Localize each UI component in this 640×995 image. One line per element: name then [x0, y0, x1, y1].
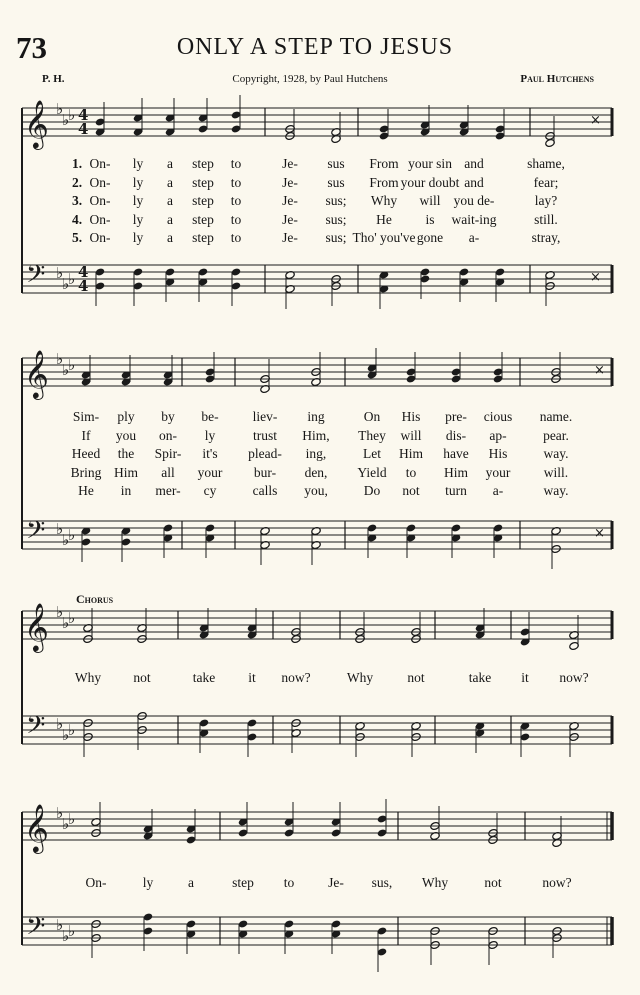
lyric-syllable: to — [230, 156, 242, 171]
lyric-syllable: ly — [132, 230, 144, 246]
lyric-syllable: ply — [117, 409, 135, 424]
lyric-syllable: step — [192, 230, 214, 246]
flat-sign: ♭ — [68, 922, 76, 940]
lyric-syllable: a — [167, 156, 173, 171]
lyric-syllable: plead- — [248, 446, 282, 462]
lyric-syllable: Yield — [357, 464, 387, 480]
lyric-syllable: step — [192, 193, 214, 209]
lyric-syllable: a — [167, 211, 173, 227]
lyric-syllable: On- — [89, 230, 111, 246]
lyric-syllable: it — [521, 670, 529, 685]
copyright-notice: Copyright, 1928, by Paul Hutchens — [232, 73, 388, 85]
flat-sign: ♭ — [68, 270, 76, 288]
lyric-syllable: to — [230, 193, 242, 209]
flat-sign: ♭ — [62, 531, 70, 549]
lyric-syllable: Je- — [282, 156, 298, 171]
rest-sign: × — [594, 363, 605, 378]
lyric-syllable: your — [485, 464, 511, 480]
verse-number: 5. — [72, 230, 83, 246]
lyric-syllable: liev- — [252, 409, 278, 424]
lyric-syllable: ly — [142, 875, 154, 890]
flat-sign: ♭ — [68, 526, 76, 544]
lyric-syllable: Bring — [70, 464, 102, 480]
lyric-syllable: a — [167, 230, 173, 246]
chorus-label: Chorus — [76, 592, 114, 606]
lyric-syllable: have — [443, 446, 469, 462]
lyric-syllable: ly — [204, 427, 216, 443]
treble-clef: 𝄞 — [24, 803, 49, 852]
rest-sign: × — [590, 113, 601, 128]
lyric-syllable: Why — [346, 670, 374, 685]
lyric-syllable: on- — [159, 427, 177, 443]
lyric-syllable: Him, — [302, 427, 330, 443]
flat-sign: ♭ — [68, 721, 76, 739]
rest-sign: × — [590, 270, 601, 285]
lyric-syllable: Sim- — [72, 409, 100, 424]
lyric-syllable: shame, — [527, 156, 565, 171]
lyric-syllable: not — [484, 875, 502, 890]
lyric-syllable: you de- — [453, 193, 495, 209]
verse-number: 2. — [72, 174, 83, 190]
lyric-line — [0, 465, 640, 483]
flat-sign: ♭ — [56, 520, 64, 538]
lyric-syllable: His — [488, 446, 508, 462]
lyric-syllable: and — [464, 174, 484, 190]
lyric-syllable: sus; — [325, 230, 347, 246]
time-signature: 4 — [78, 120, 89, 138]
treble-clef: 𝄞 — [24, 349, 49, 398]
lyric-syllable: a — [188, 875, 194, 890]
flat-sign: ♭ — [62, 275, 70, 293]
lyric-syllable: Tho' you've — [352, 230, 416, 246]
lyric-syllable: Him — [398, 446, 424, 462]
time-signature: 4 — [78, 106, 89, 124]
lyric-syllable: step — [192, 156, 214, 171]
lyric-syllable: From — [369, 156, 399, 171]
lyric-syllable: sus — [327, 156, 345, 171]
lyric-line — [0, 193, 640, 211]
lyric-syllable: your doubt — [400, 174, 460, 190]
lyric-syllable: gone — [416, 230, 444, 246]
flat-sign: ♭ — [62, 726, 70, 744]
lyric-syllable: will — [419, 193, 441, 209]
lyric-syllable: be- — [201, 409, 219, 424]
lyric-syllable: His — [401, 409, 421, 424]
flat-sign: ♭ — [56, 916, 64, 934]
lyric-syllable: a- — [492, 483, 504, 499]
lyric-syllable: If — [81, 427, 91, 443]
lyric-syllable: Let — [363, 446, 381, 462]
lyric-syllable: Spir- — [154, 446, 182, 462]
flat-sign: ♭ — [56, 603, 64, 621]
lyric-syllable: Why — [74, 670, 102, 685]
lyric-line — [0, 175, 640, 193]
lyric-syllable: Je- — [282, 211, 298, 227]
lyric-syllable: From — [369, 174, 399, 190]
lyric-syllable: way. — [543, 483, 569, 499]
lyric-syllable: sus; — [325, 211, 347, 227]
flat-sign: ♭ — [62, 815, 70, 833]
lyric-syllable: a- — [468, 230, 480, 246]
lyric-syllable: dis- — [445, 427, 467, 443]
bass-clef: 𝄢 — [26, 912, 46, 947]
lyric-syllable: way. — [543, 446, 569, 462]
lyric-syllable: ly — [132, 156, 144, 171]
lyric-syllable: mer- — [155, 483, 181, 499]
lyric-syllable: now? — [559, 670, 589, 685]
lyric-syllable: take — [192, 670, 216, 685]
lyric-syllable: On- — [89, 174, 111, 190]
lyric-syllable: They — [358, 427, 386, 443]
lyric-line — [0, 212, 640, 230]
lyric-syllable: will — [400, 427, 422, 443]
lyric-syllable: not — [407, 670, 425, 685]
lyric-line — [0, 230, 640, 248]
lyric-line — [0, 446, 640, 464]
lyric-syllable: all — [161, 464, 175, 480]
flat-sign: ♭ — [68, 106, 76, 124]
lyric-syllable: Je- — [282, 193, 298, 209]
lyric-syllable: you, — [304, 483, 328, 499]
lyric-syllable: cious — [483, 409, 513, 424]
flat-sign: ♭ — [68, 356, 76, 374]
flat-sign: ♭ — [56, 264, 64, 282]
lyric-syllable: ly — [132, 211, 144, 227]
lyric-syllable: a — [167, 193, 173, 209]
lyric-syllable: turn — [445, 483, 467, 499]
lyric-syllable: Je- — [328, 875, 344, 890]
lyric-syllable: cy — [203, 483, 217, 499]
lyric-syllable: the — [117, 446, 135, 462]
lyric-syllable: Why — [370, 193, 398, 209]
lyric-syllable: it — [248, 670, 256, 685]
lyric-syllable: ing — [307, 409, 325, 424]
lyric-syllable: ly — [132, 193, 144, 209]
lyric-syllable: to — [230, 174, 242, 190]
lyric-line — [0, 875, 640, 893]
lyric-line — [0, 409, 640, 427]
lyric-syllable: it's — [202, 446, 218, 462]
lyric-syllable: On- — [89, 156, 111, 171]
lyric-syllable: by — [161, 409, 175, 424]
lyric-syllable: to — [230, 230, 242, 246]
lyric-syllable: to — [405, 464, 417, 480]
time-signature: 4 — [78, 277, 89, 295]
lyric-syllable: trust — [252, 427, 278, 443]
lyric-syllable: Him — [443, 464, 469, 480]
lyric-syllable: wait-ing — [451, 211, 497, 227]
lyric-syllable: not — [402, 483, 420, 499]
lyric-syllable: Heed — [71, 446, 101, 462]
lyric-syllable: stray, — [531, 230, 561, 246]
lyric-syllable: a — [167, 174, 173, 190]
lyric-syllable: On — [363, 409, 381, 424]
lyric-line — [0, 670, 640, 688]
flat-sign: ♭ — [62, 361, 70, 379]
lyric-syllable: you — [115, 427, 137, 443]
treble-clef: 𝄞 — [24, 602, 49, 651]
lyric-syllable: sus; — [325, 193, 347, 209]
flat-sign: ♭ — [62, 111, 70, 129]
flat-sign: ♭ — [56, 350, 64, 368]
lyric-syllable: He — [78, 483, 94, 499]
lyric-syllable: Je- — [282, 230, 298, 246]
flat-sign: ♭ — [62, 614, 70, 632]
bass-clef: 𝄢 — [26, 711, 46, 746]
lyric-syllable: and — [464, 156, 484, 171]
lyric-syllable: Je- — [282, 174, 298, 190]
verse-number: 4. — [72, 211, 83, 227]
lyric-line — [0, 156, 640, 174]
rest-sign: × — [594, 526, 605, 541]
author-initials: P. H. — [42, 73, 65, 85]
hymn-title: ONLY A STEP TO JESUS — [176, 34, 454, 60]
lyric-syllable: lay? — [534, 193, 558, 209]
lyric-syllable: now? — [281, 670, 311, 685]
lyric-syllable: step — [192, 211, 214, 227]
lyric-syllable: pre- — [445, 409, 467, 424]
lyric-syllable: Why — [421, 875, 449, 890]
lyric-syllable: Do — [363, 483, 381, 499]
lyric-syllable: step — [192, 174, 214, 190]
lyric-syllable: name. — [539, 409, 573, 424]
lyric-line — [0, 428, 640, 446]
lyric-syllable: your — [197, 464, 223, 480]
flat-sign: ♭ — [62, 927, 70, 945]
lyric-syllable: fear; — [533, 174, 559, 190]
bass-clef: 𝄢 — [26, 260, 46, 295]
flat-sign: ♭ — [56, 715, 64, 733]
treble-clef: 𝄞 — [24, 99, 49, 148]
lyric-syllable: in — [120, 483, 132, 499]
lyric-syllable: will. — [543, 464, 569, 480]
lyric-syllable: pear. — [543, 427, 569, 443]
lyric-syllable: On- — [89, 193, 111, 209]
lyric-syllable: not — [133, 670, 151, 685]
lyric-syllable: ly — [132, 174, 144, 190]
lyric-syllable: take — [468, 670, 492, 685]
flat-sign: ♭ — [56, 804, 64, 822]
lyric-syllable: sus, — [371, 875, 393, 890]
lyric-syllable: to — [283, 875, 295, 890]
lyric-syllable: bur- — [253, 464, 277, 480]
flat-sign: ♭ — [56, 100, 64, 118]
lyric-syllable: step — [232, 875, 254, 890]
lyric-syllable: still. — [534, 211, 558, 227]
lyric-syllable: your sin — [408, 156, 452, 171]
time-signature: 4 — [78, 263, 89, 281]
lyric-syllable: is — [425, 211, 435, 227]
lyric-syllable: calls — [252, 483, 278, 499]
lyric-syllable: den, — [304, 464, 328, 480]
verse-number: 3. — [72, 193, 83, 209]
lyric-syllable: to — [230, 211, 242, 227]
flat-sign: ♭ — [68, 609, 76, 627]
lyric-syllable: sus — [327, 174, 345, 190]
lyric-syllable: Him — [113, 464, 139, 480]
lyric-syllable: On- — [85, 875, 107, 890]
verse-number: 1. — [72, 156, 83, 171]
lyric-syllable: He — [376, 211, 392, 227]
flat-sign: ♭ — [68, 810, 76, 828]
lyric-syllable: now? — [542, 875, 572, 890]
hymn-number: 73 — [16, 30, 47, 65]
composer-credit: Paul Hutchens — [520, 73, 594, 85]
lyric-syllable: ap- — [489, 427, 507, 443]
bass-clef: 𝄢 — [26, 516, 46, 551]
lyric-syllable: ing, — [305, 446, 327, 462]
lyric-line — [0, 483, 640, 501]
lyric-syllable: On- — [89, 211, 111, 227]
